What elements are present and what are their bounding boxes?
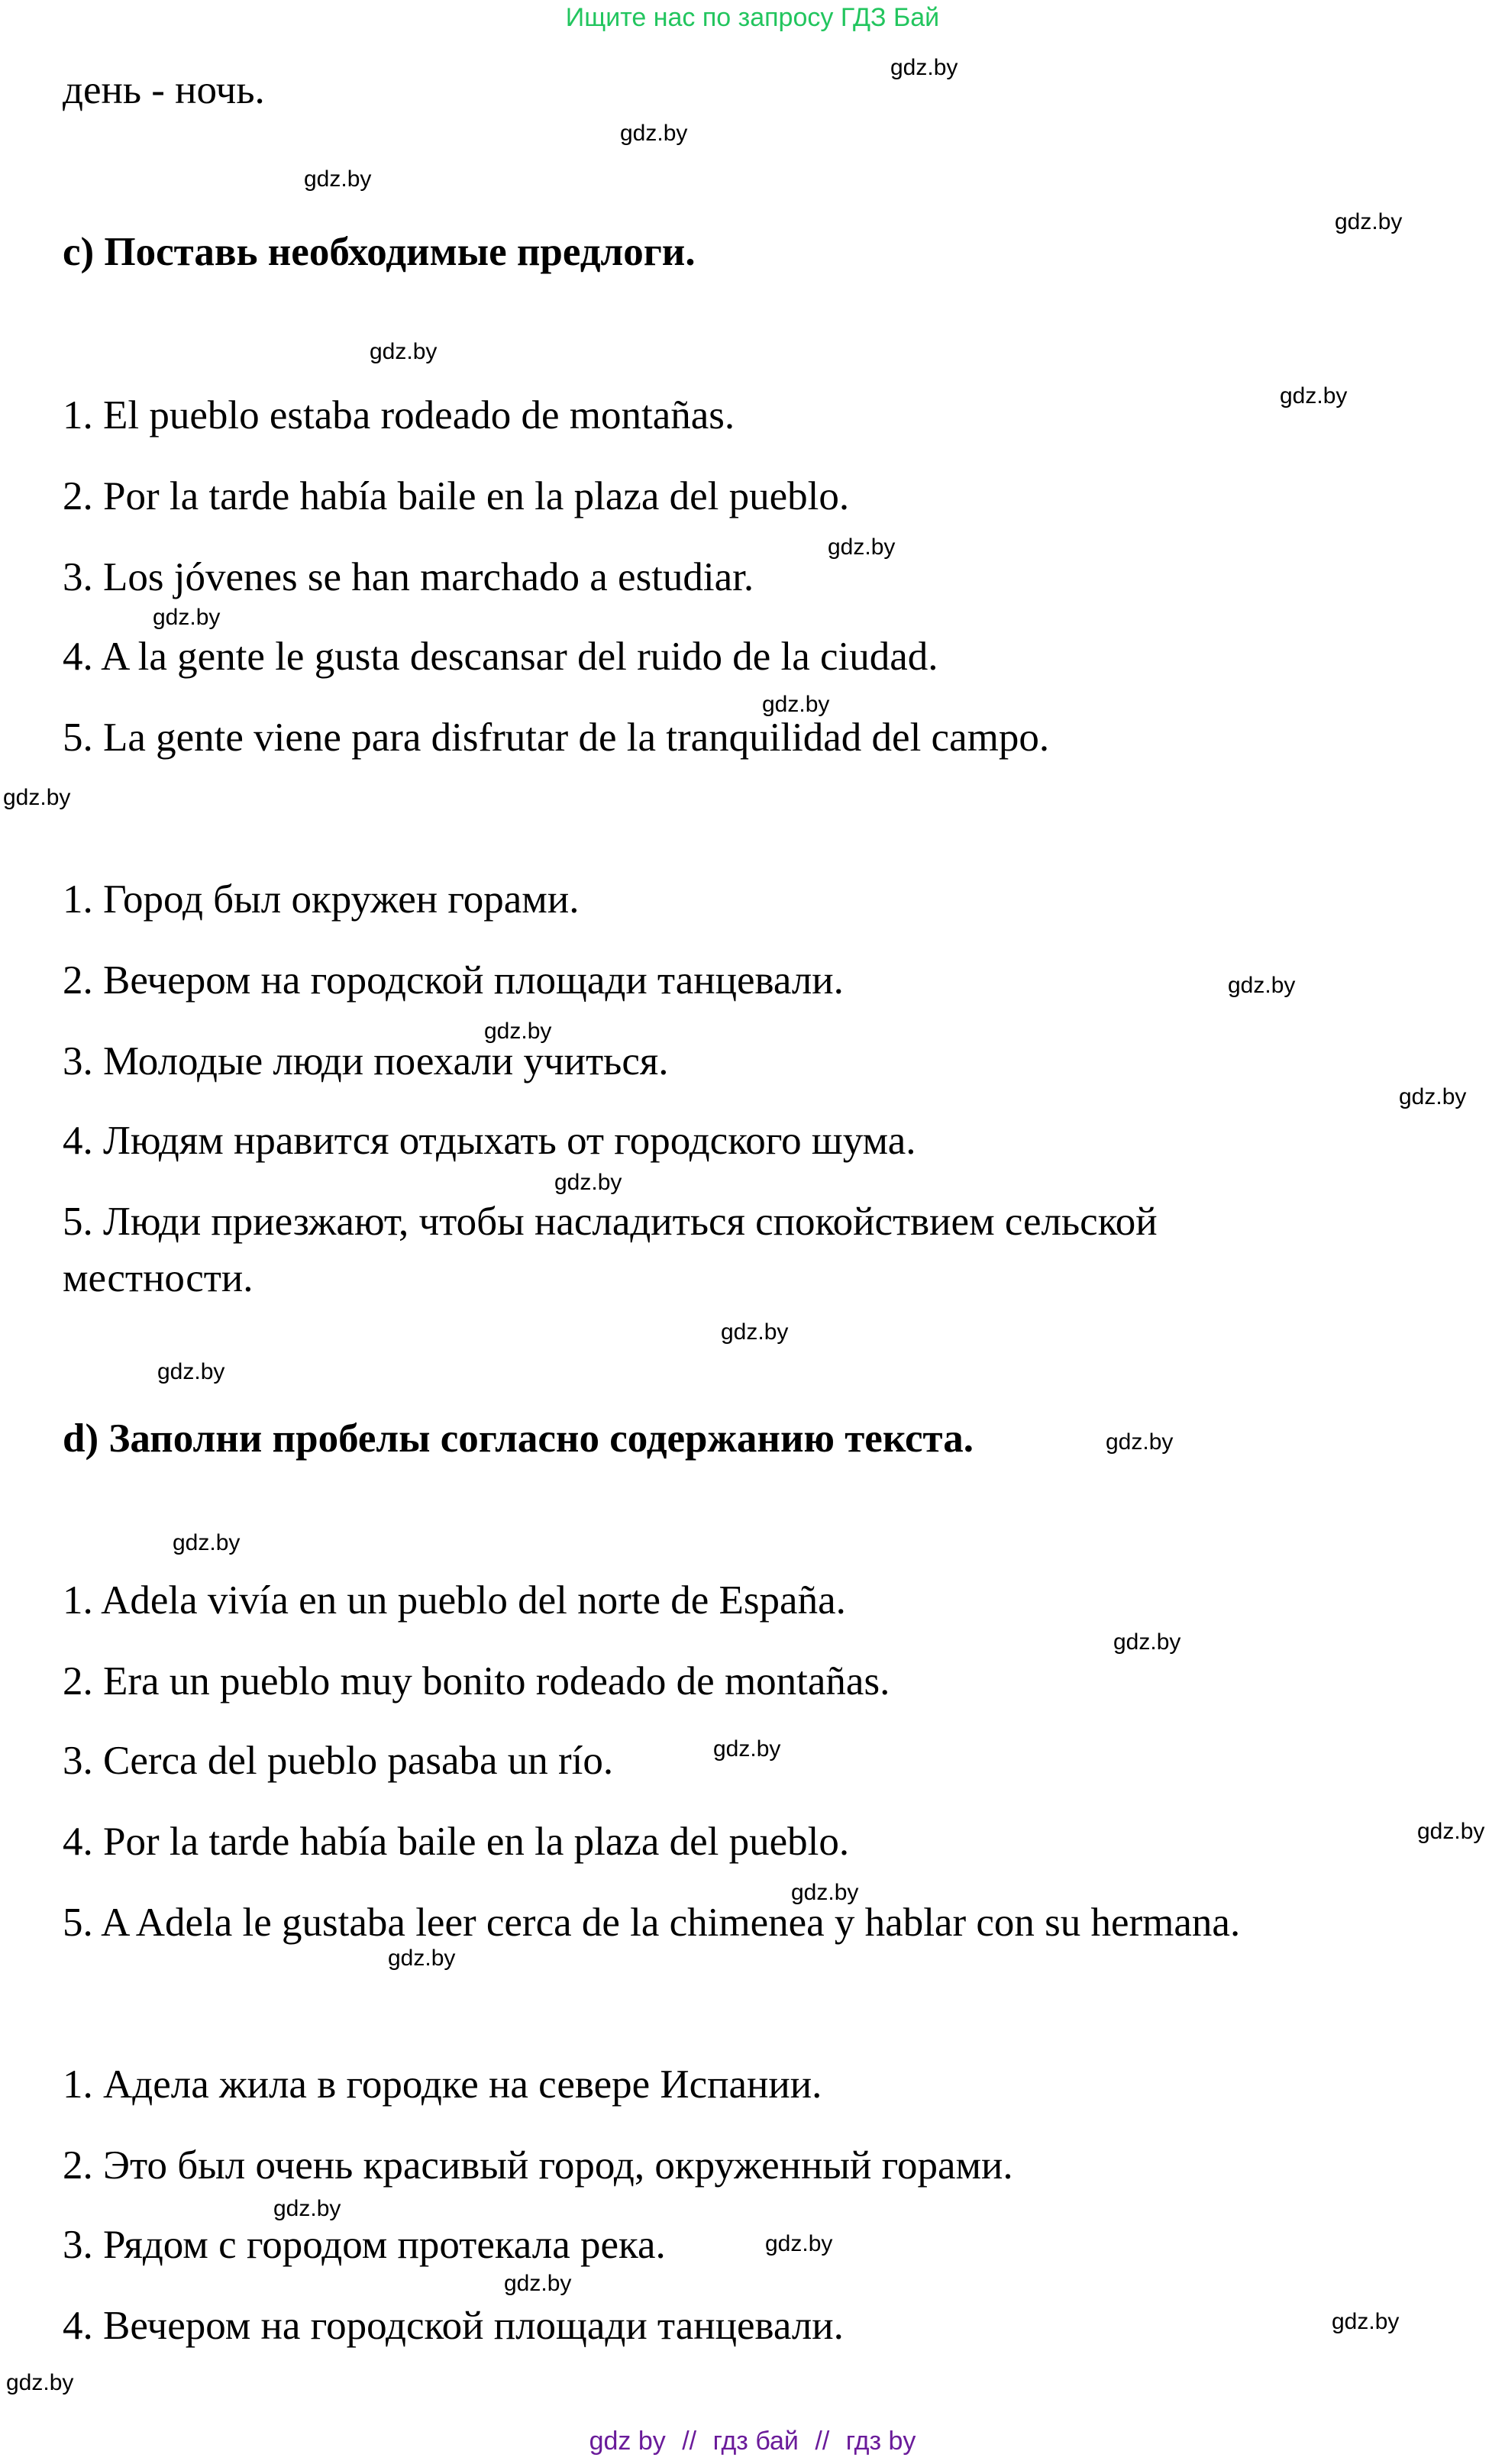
section-d-spanish-1: 1. Adela vivía en un pueblo del norte de España.: [63, 1578, 846, 1623]
watermark: gdz.by: [620, 121, 688, 146]
watermark: gdz.by: [388, 1946, 456, 1971]
footer-separator: //: [815, 2427, 830, 2456]
section-c-spanish-2: 2. Por la tarde había baile en la plaza del pueblo.: [63, 474, 850, 518]
watermark: gdz.by: [153, 605, 221, 630]
section-d-heading: d) Заполни пробелы согласно содержанию текста.: [63, 1416, 974, 1461]
watermark: gdz.by: [1335, 209, 1403, 234]
watermark: gdz.by: [370, 339, 438, 364]
section-d-russian-2: 2. Это был очень красивый город, окруженный горами.: [63, 2143, 1013, 2188]
section-d-russian-1: 1. Адела жила в городке на севере Испании.: [63, 2062, 822, 2107]
watermark: gdz.by: [791, 1880, 859, 1905]
watermark: gdz.by: [1417, 1819, 1485, 1844]
section-c-russian-5: 5. Люди приезжают, чтобы насладиться спокойствием сельской: [63, 1200, 1158, 1244]
footer-separator: //: [682, 2427, 697, 2456]
section-d-spanish-2: 2. Era un pueblo muy bonito rodeado de montañas.: [63, 1659, 890, 1703]
section-c-spanish-5: 5. La gente viene para disfrutar de la tranquilidad del campo.: [63, 715, 1050, 760]
section-d-russian-4: 4. Вечером на городской площади танцевали.: [63, 2304, 844, 2348]
watermark: gdz.by: [1280, 383, 1348, 409]
footer-link-gdz-by[interactable]: gdz by: [589, 2427, 666, 2456]
watermark: gdz.by: [6, 2370, 74, 2395]
watermark: gdz.by: [273, 2196, 341, 2221]
section-c-russian-5-cont: местности.: [63, 1256, 254, 1300]
intro-tail: день - ночь.: [63, 68, 265, 112]
watermark: gdz.by: [484, 1019, 552, 1044]
footer-link-gdz-by-cyr[interactable]: гдз by: [845, 2427, 916, 2456]
section-d-spanish-4: 4. Por la tarde había baile en la plaza del pueblo.: [63, 1820, 850, 1864]
watermark: gdz.by: [721, 1319, 789, 1345]
section-c-spanish-4: 4. A la gente le gusta descansar del ruido de la ciudad.: [63, 635, 938, 679]
section-c-spanish-3: 3. Los jóvenes se han marchado a estudiar.: [63, 555, 754, 599]
watermark: gdz.by: [713, 1736, 781, 1762]
section-c-russian-4: 4. Людям нравится отдыхать от городского шума.: [63, 1119, 916, 1163]
section-c-russian-1: 1. Город был окружен горами.: [63, 877, 580, 922]
section-c-russian-2: 2. Вечером на городской площади танцевали.: [63, 958, 844, 1003]
watermark: gdz.by: [304, 166, 372, 192]
footer-links: [0, 2427, 1505, 2456]
section-d-russian-3: 3. Рядом с городом протекала река.: [63, 2223, 666, 2267]
section-d-spanish-5: 5. A Adela le gustaba leer cerca de la chimenea y hablar con su hermana.: [63, 1900, 1241, 1945]
section-c-spanish-1: 1. El pueblo estaba rodeado de montañas.: [63, 393, 735, 438]
watermark: gdz.by: [3, 785, 71, 810]
section-c-heading: c) Поставь необходимые предлоги.: [63, 230, 696, 274]
watermark: gdz.by: [157, 1359, 225, 1384]
watermark: gdz.by: [765, 2231, 833, 2256]
watermark: gdz.by: [1332, 2309, 1400, 2334]
watermark: gdz.by: [504, 2271, 572, 2296]
watermark: gdz.by: [1399, 1084, 1467, 1109]
watermark: gdz.by: [1228, 973, 1296, 998]
section-c-russian-3: 3. Молодые люди поехали учиться.: [63, 1039, 669, 1083]
watermark: gdz.by: [173, 1530, 241, 1555]
watermark: gdz.by: [1106, 1429, 1174, 1455]
section-d-spanish-3: 3. Cerca del pueblo pasaba un río.: [63, 1739, 614, 1783]
watermark: gdz.by: [762, 692, 830, 717]
watermark: gdz.by: [1113, 1629, 1181, 1655]
footer-link-gdz-bai[interactable]: гдз бай: [712, 2427, 799, 2456]
watermark: gdz.by: [890, 55, 958, 80]
watermark: gdz.by: [828, 534, 896, 560]
watermark: gdz.by: [554, 1170, 622, 1195]
top-banner[interactable]: Ищите нас по запросу ГДЗ Бай: [565, 3, 940, 32]
